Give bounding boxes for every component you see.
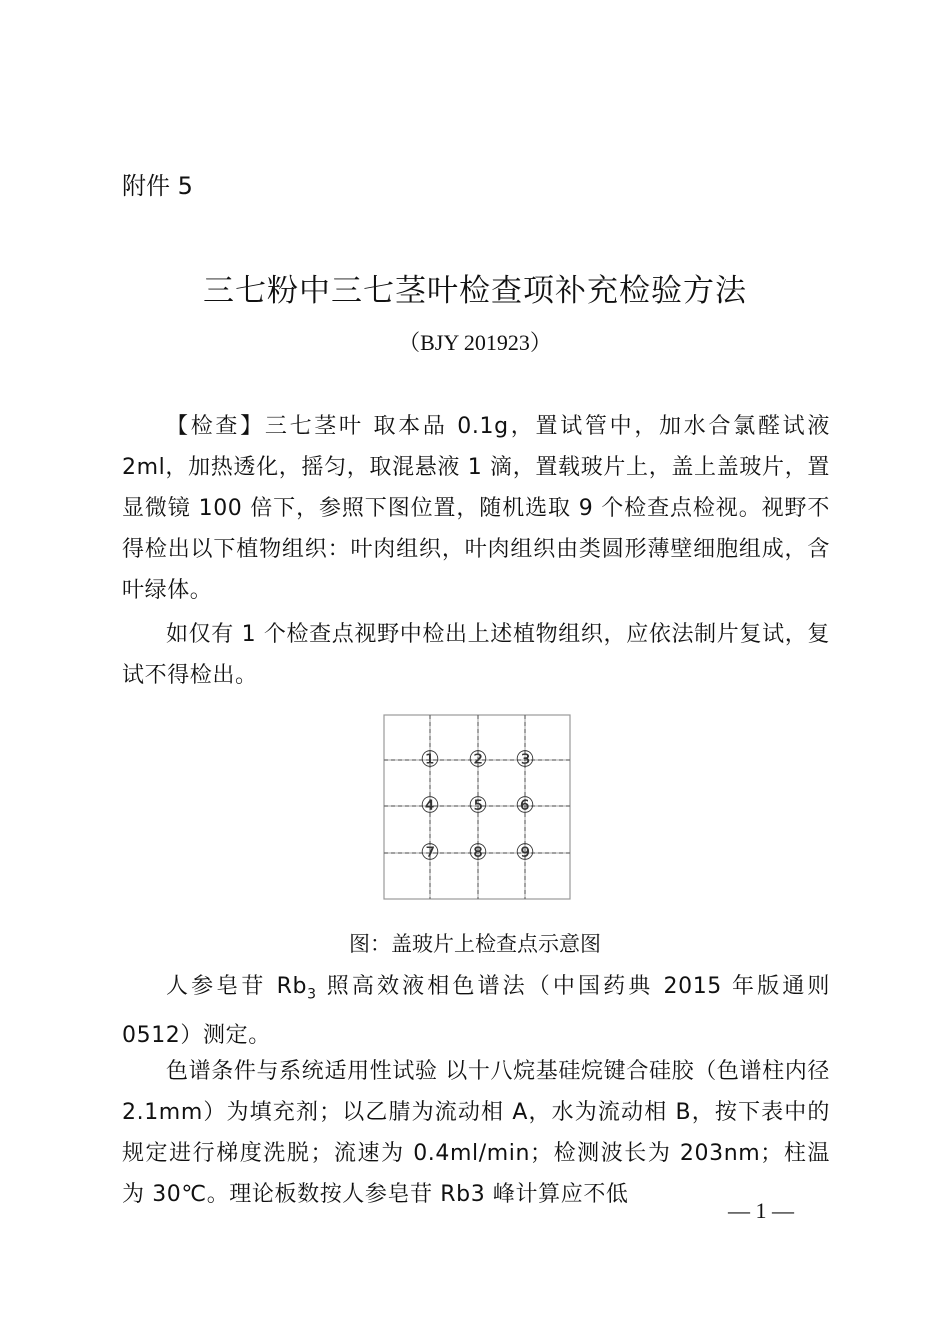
rb3-subscript: 3 <box>307 986 317 1003</box>
check-points <box>420 748 535 866</box>
figure-caption: 图：盖玻片上检查点示意图 <box>349 932 601 956</box>
rb3-text-b: 照高效液相色谱法（中国药典 2015 年版通则 0512）测定。 <box>122 974 830 1049</box>
coverslip-grid-diagram <box>382 713 572 901</box>
check-point-3: ③ <box>515 747 535 773</box>
check-point-7: ⑦ <box>420 840 440 866</box>
page-number: — 1 — <box>728 1198 794 1223</box>
check-point-9: ⑨ <box>515 840 535 866</box>
page-title: 三七粉中三七茎叶检查项补充检验方法 <box>203 273 747 309</box>
check-point-8: ⑧ <box>468 840 488 866</box>
check-point-2: ② <box>468 747 488 773</box>
rb3-paragraph <box>122 966 830 1056</box>
check-point-5: ⑤ <box>468 793 488 819</box>
attachment-label: 附件 5 <box>122 172 193 200</box>
check-point-1: ① <box>420 747 440 773</box>
retest-paragraph: 如仅有 1 个检查点视野中检出上述植物组织，应依法制片复试，复试不得检出。 <box>122 622 830 688</box>
rb3-text-a: 人参皂苷 Rb <box>166 974 308 999</box>
document-code: （BJY 201923） <box>398 330 552 355</box>
check-point-4: ④ <box>420 793 440 819</box>
chromatography-paragraph: 色谱条件与系统适用性试验 以十八烷基硅烷键合硅胶（色谱柱内径 2.1mm）为填充剂；以乙腈为流动相 A，水为流动相 B，按下表中的规定进行梯度洗脱；流速为 0.4ml/min；检测波长为 203nm；柱温为 30℃。理论板数按人参皂苷 Rb3 峰计算应不低 <box>122 1059 830 1207</box>
inspection-paragraph: 【检查】三七茎叶 取本品 0.1g，置试管中，加水合氯醛试液 2ml，加热透化，摇匀，取混悬液 1 滴，置载玻片上，盖上盖玻片，置显微镜 100 倍下，参照下图位置，随机选取 9 个检查点检视。视野不得检出以下植物组织：叶肉组织，叶肉组织由类圆形薄壁细胞组成，含叶绿体。 <box>122 414 830 603</box>
check-point-6: ⑥ <box>515 793 535 819</box>
